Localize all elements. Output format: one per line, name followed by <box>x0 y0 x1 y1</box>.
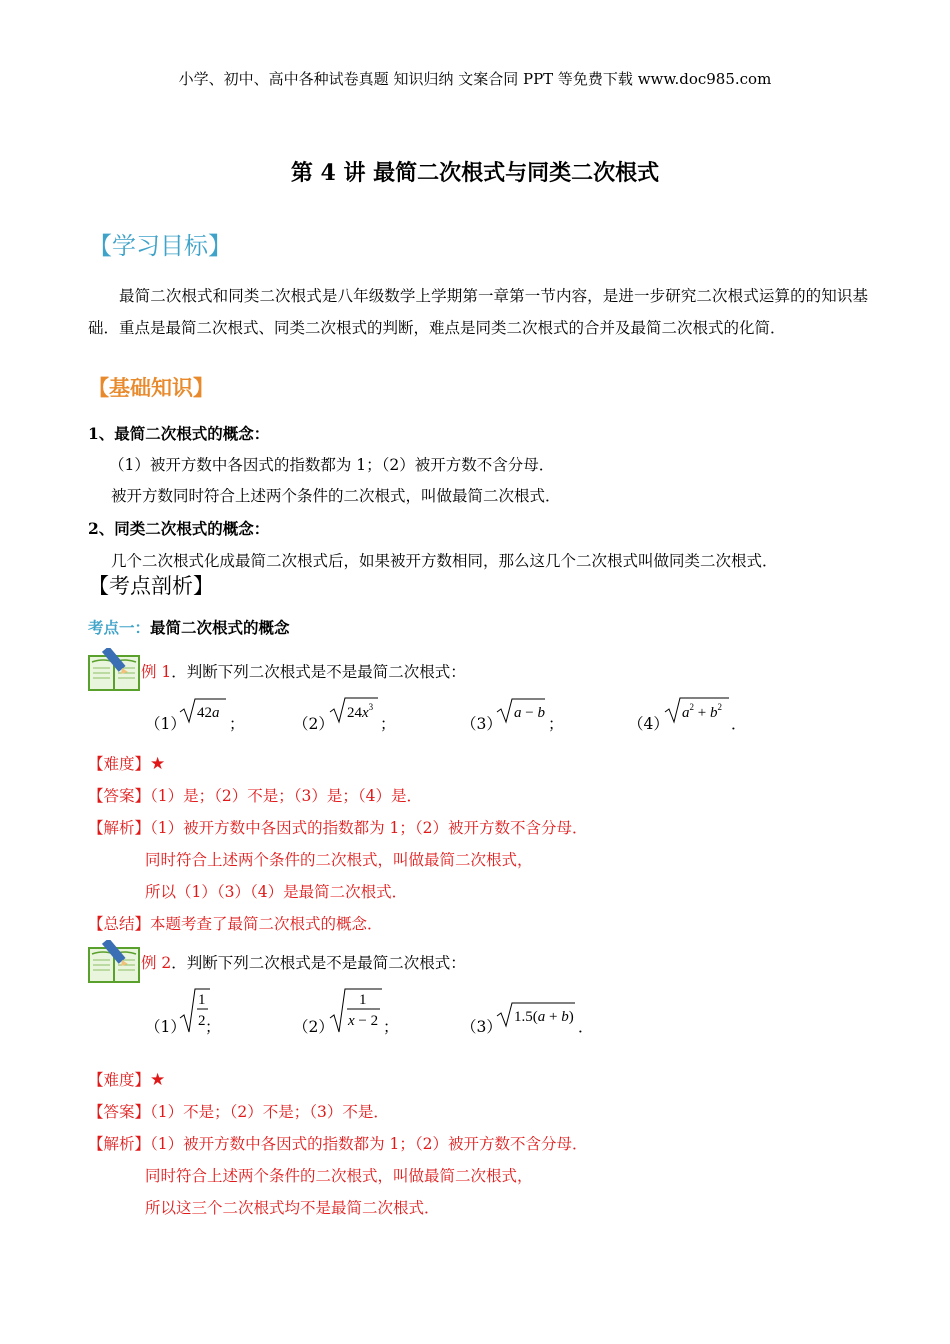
ex2-item2-num: （2） <box>293 1018 334 1036</box>
ex1-analysis-line2: 同时符合上述两个条件的二次根式，叫做最简二次根式， <box>145 851 533 869</box>
point1-text: 最简二次根式的概念 <box>150 618 290 637</box>
concept1-line1: （1）被开方数中各因式的指数都为 1；（2）被开方数不含分母． <box>109 456 555 474</box>
intro-paragraph: 最简二次根式和同类二次根式是八年级数学上学期第一章第一节内容，是进一步研究二次根式运算的的知识基础．重点是最简二次根式、同类二次根式的判断，难点是同类二次根式的合并及最简二次根式的化简． <box>88 287 868 337</box>
svg-text:2: 2 <box>198 1013 206 1029</box>
goal-heading: 【学习目标】 <box>88 232 232 260</box>
ex1-item3-sep: ； <box>548 715 564 733</box>
ex2-item1-num: （1） <box>145 1018 186 1036</box>
ex2-label: 例 2 <box>141 954 172 972</box>
ex1-item4-sep: ． <box>731 715 747 733</box>
ex2-question <box>141 951 466 973</box>
ex1-answer <box>88 784 422 806</box>
ex2-item3-sep: ． <box>578 1018 594 1036</box>
ex1-item4-num: （4） <box>628 715 669 733</box>
point1-heading <box>88 616 290 638</box>
ex1-question <box>141 660 466 682</box>
difficulty-star-icon: ★ <box>150 754 166 774</box>
ex2-item1-sep: ； <box>205 1018 221 1036</box>
ex1-item2-sep: ； <box>380 715 396 733</box>
basic-heading: 【基础知识】 <box>88 375 214 400</box>
svg-text:42a: 42a <box>197 705 220 721</box>
concept1-line2: 被开方数同时符合上述两个条件的二次根式，叫做最简二次根式． <box>111 487 561 505</box>
ex1-analysis <box>88 816 588 838</box>
concept2-line1: 几个二次根式化成最简二次根式后，如果被开方数相同，那么这几个二次根式叫做同类二次根式． <box>111 552 778 570</box>
ex1-root4 <box>663 694 731 726</box>
page-title: 第 4 讲 最简二次根式与同类二次根式 <box>290 160 660 186</box>
ex2-root2 <box>328 986 384 1036</box>
ex2-analysis-line3: 所以这三个二次根式均不是最简二次根式． <box>145 1199 440 1217</box>
ex2-item2-sep: ； <box>383 1018 399 1036</box>
svg-text:x − 2: x − 2 <box>348 1013 379 1029</box>
ex1-item2-num: （2） <box>293 715 334 733</box>
svg-text:24x3: $24x^3$ <box>347 702 374 721</box>
ex2-analysis-line1: （1）被开方数中各因式的指数都为 1；（2）被开方数不含分母． <box>150 1135 588 1153</box>
ex2-item3-num: （3） <box>461 1018 502 1036</box>
ex2-difficulty-label: 【难度】 <box>88 1071 151 1089</box>
ex2-root3 <box>495 1000 579 1030</box>
ex1-root3 <box>495 696 547 726</box>
ex1-analysis-label: 【解析】 <box>88 819 151 837</box>
ex2-prompt: ．判断下列二次根式是不是最简二次根式： <box>171 954 466 972</box>
ex1-analysis-line3: 所以（1）（3）（4）是最简二次根式． <box>145 883 408 901</box>
ex1-item3-num: （3） <box>461 715 502 733</box>
ex1-label: 例 1 <box>141 663 172 681</box>
svg-text:1.5(a + b): 1.5(a + b) <box>514 1009 574 1025</box>
ex1-analysis-line1: （1）被开方数中各因式的指数都为 1；（2）被开方数不含分母． <box>150 819 588 837</box>
ex2-difficulty <box>88 1068 165 1090</box>
ex2-answer-label: 【答案】 <box>88 1103 151 1121</box>
ex2-analysis <box>88 1132 588 1154</box>
page-header: 小学、初中、高中各种试卷真题 知识归纳 文案合同 PPT 等免费下载 www.doc985.com <box>178 70 772 88</box>
ex1-root2 <box>328 694 380 726</box>
ex1-prompt: ．判断下列二次根式是不是最简二次根式： <box>171 663 466 681</box>
ex1-summary <box>88 912 383 934</box>
ex1-answer-label: 【答案】 <box>88 787 151 805</box>
book-pencil-icon <box>88 648 140 692</box>
ex1-root1 <box>178 696 230 726</box>
svg-text:1: 1 <box>359 992 367 1008</box>
ex1-summary-label: 【总结】 <box>88 915 151 933</box>
book-pencil-icon <box>88 940 140 984</box>
difficulty-star-icon: ★ <box>150 1070 166 1090</box>
ex1-summary-text: 本题考查了最简二次根式的概念． <box>150 915 383 933</box>
analysis-heading: 【考点剖析】 <box>88 574 214 598</box>
ex2-answer-text: （1）不是；（2）不是；（3）不是． <box>150 1103 389 1121</box>
ex1-answer-text: （1）是；（2）不是；（3）是；（4）是． <box>150 787 422 805</box>
ex2-answer <box>88 1100 389 1122</box>
concept2-title: 2、同类二次根式的概念： <box>88 519 270 538</box>
svg-text:1: 1 <box>198 992 206 1008</box>
ex1-item1-sep: ； <box>229 715 245 733</box>
svg-text:a2 + b2: $a^2 + b^2$ <box>682 702 722 721</box>
svg-text:a − b: a − b <box>514 705 545 721</box>
ex1-difficulty <box>88 752 165 774</box>
ex1-item1-num: （1） <box>145 715 186 733</box>
ex2-analysis-line2: 同时符合上述两个条件的二次根式，叫做最简二次根式， <box>145 1167 533 1185</box>
point1-label: 考点一： <box>88 618 151 637</box>
ex2-analysis-label: 【解析】 <box>88 1135 151 1153</box>
concept1-title: 1、最简二次根式的概念： <box>88 424 270 443</box>
ex1-difficulty-label: 【难度】 <box>88 755 151 773</box>
